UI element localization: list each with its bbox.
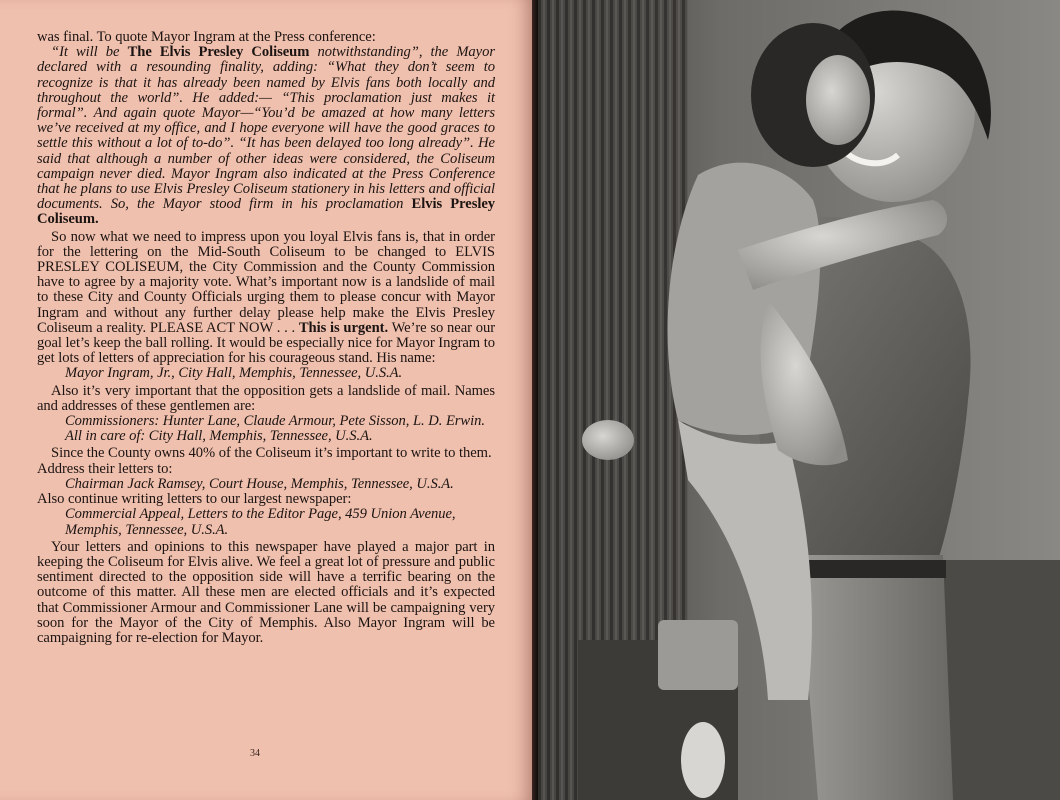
paragraph-4: [37, 446, 495, 461]
text-run: Your letters and opinions to this newspaper have played a major part in keeping the Coliseum for Elvis alive. We feel a great lot of pressure and public sentiment directed to the opposition side will have a terrific bearing on the outcome of this matter. All these men are elected officials and it’s expected that Commissioner Armour and Commissioner Lane will be campaigning very soon for the Mayor of the City of Memphis. Also Mayor Ingram will be campaigning for re-election for Mayor.: [37, 538, 495, 646]
paragraph-3: [37, 384, 495, 414]
address-text: Mayor Ingram, Jr., City Hall, Memphis, Tennessee, U.S.A.: [65, 365, 403, 382]
page-number: 34: [250, 748, 260, 759]
text-run: Address their letters to:: [37, 460, 173, 477]
text-run: Since the County owns 40% of the Coliseum it’s important to write to them.: [51, 445, 492, 462]
article-text: [37, 30, 495, 646]
man-hand: [582, 420, 634, 460]
girl-shoe: [681, 722, 725, 798]
paragraph-7: [37, 540, 495, 646]
address-appeal: [65, 507, 495, 537]
address-mayor: [65, 366, 495, 381]
text-run: was final. To quote Mayor Ingram at the Press conference:: [37, 29, 376, 45]
address-commissioners: [65, 414, 495, 429]
address-text: All in care of: City Hall, Memphis, Tennessee, U.S.A.: [65, 428, 373, 445]
text-run: Also it’s very important that the opposition gets a landslide of mail. Names and addresses of these gentlemen are:: [37, 382, 495, 414]
text-run: We’re so near our goal let’s keep the ball rolling. It would be especially nice for Mayor Ingram to get lots of letters of appreciation for his courageous stand. His name:: [37, 319, 496, 367]
man-pants: [798, 555, 953, 800]
belt: [796, 560, 946, 578]
paragraph-5: [37, 462, 495, 477]
bold-run: The Elvis Presley Coliseum: [127, 44, 310, 61]
text-run: Also continue writing letters to our largest newspaper:: [37, 491, 352, 508]
girl-face: [806, 55, 870, 145]
paragraph-1a: [37, 30, 495, 45]
paragraph-1: [37, 45, 495, 227]
address-text: Chairman Jack Ramsey, Court House, Memphis, Tennessee, U.S.A.: [65, 475, 454, 492]
quote-run: notwithstanding”, the Mayor declared with a resounding finality, adding: “What they don’t seem to recognize is that it has already been named by Elvis fans both locally and throughout the world”. He added:— “This proclamation just makes it formal”. And again quote Mayor—“You’d be amazed at how many letters we’ve received at my office, and I hope everyone will have the good graces to settle this without a lot of to-do”. “It has been delayed too long already”. He said that although a number of other ideas were considered, the Coliseum campaign never died. Mayor Ingram also indicated at the Press Conference that he plans to use Elvis Presley Coliseum stationery in his letters and official documents. So, the Mayor stood firm in his proclamation: [37, 44, 495, 213]
bold-run: Elvis Presley Coliseum.: [37, 196, 496, 228]
quote-run: “It will be: [51, 44, 128, 61]
paragraph-2: [37, 230, 495, 367]
address-ramsey: [65, 477, 495, 492]
text-run: So now what we need to impress upon you loyal Elvis fans is, that in order for the lettering on the Mid-South Coliseum to be changed to ELVIS PRESLEY COLISEUM, the City Commission and the County Commission have to agree by a majority vote. What’s important now is a landslide of mail to these City and County Officials urging them to please concur with Mayor Ingram and without any further delay please help make the Elvis Presley Coliseum a reality. PLEASE ACT NOW . . .: [37, 228, 495, 336]
radio-box: [658, 620, 738, 690]
address-text: Commissioners: Hunter Lane, Claude Armour, Pete Sisson, L. D. Erwin.: [65, 413, 485, 430]
address-cityhall: [65, 429, 495, 444]
address-text: Commercial Appeal, Letters to the Editor Page, 459 Union Avenue, Memphis, Tennessee, U.S.A.: [65, 506, 456, 538]
bold-run: This is urgent.: [298, 319, 389, 336]
photo-man-hugging-girl: [538, 0, 1060, 800]
right-page: [538, 0, 1060, 800]
background-lamp: [938, 560, 1060, 800]
paragraph-6: [37, 492, 495, 507]
